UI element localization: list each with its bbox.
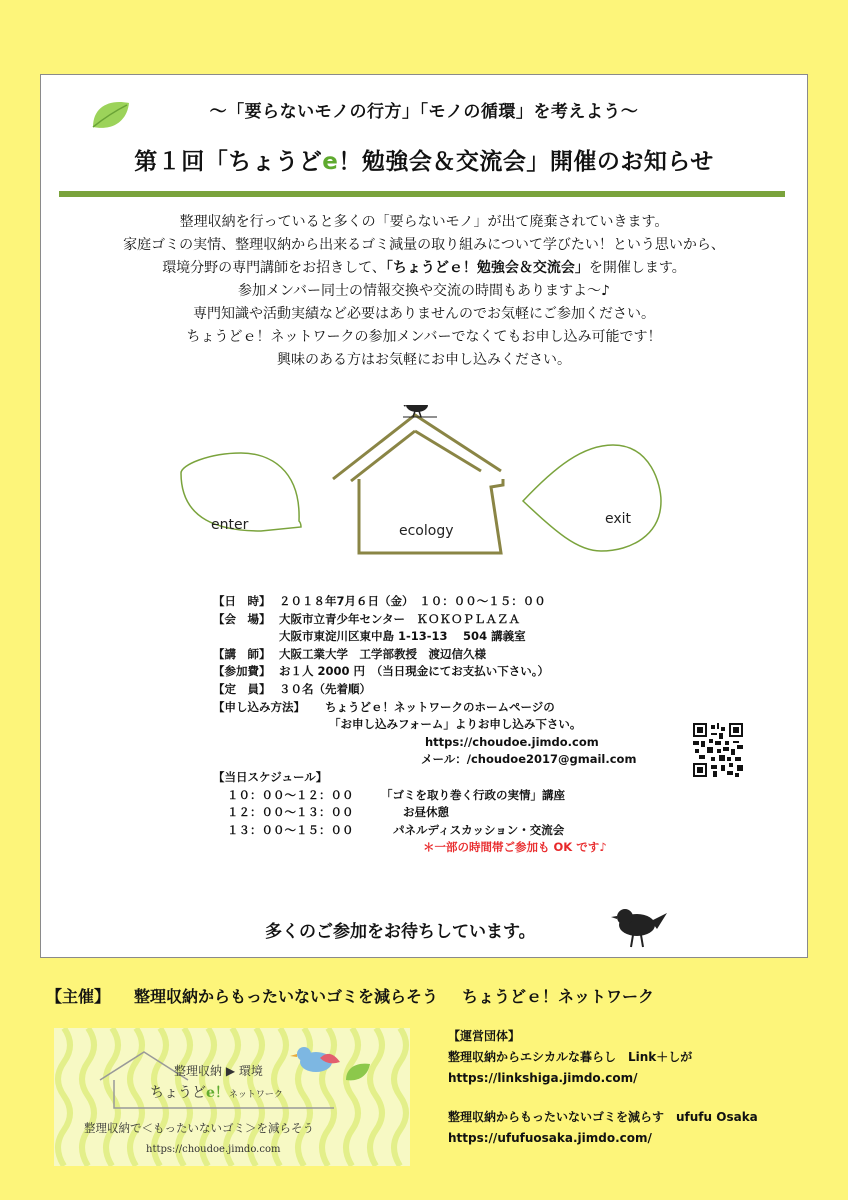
house-diagram	[161, 405, 681, 565]
bird-icon	[611, 903, 667, 949]
email-link[interactable]: メール：/choudoe2017@gmail.com	[421, 752, 637, 767]
org1-link[interactable]: https://linkshiga.jimdo.com/	[448, 1071, 638, 1085]
note: ＊一部の時間帯ご参加も OK です♪	[423, 840, 607, 855]
intro-text: 整理収納を行っていると多くの「要らないモノ」が出て廃棄されていきます。 家庭ゴミの実情、整理収納から出来るゴミ減量の取り組みについて学びたい！という思いから、 環境分野の専門講師をお招きして、「ちょうどｅ！勉強会＆交流会」を開催します。 参加メンバー同士の情報交換や交流の時間もありますよ〜♪ 専門知識や活動実績など必要はありませんのでお気軽にご参加ください。 ちょうどｅ！ネットワークの参加メンバーでなくてもお申し込み可能です！ 興味のある方はお気軽にお申し込みください。	[123, 214, 725, 368]
house-body	[359, 479, 503, 553]
network-banner[interactable]: 整理収納 ▶ 環境 ちょうどe！ネットワーク 整理収納で＜もったいないゴミ＞を減らそう https://choudoe.jimdo.com	[54, 1028, 410, 1166]
host-line: 【主催】 整理収納からもったいないゴミを減らそう ちょうどｅ！ネットワーク	[46, 987, 655, 1006]
subtitle: 〜「要らないモノの行方」「モノの循環」を考えよう〜	[209, 102, 639, 122]
qr-code-icon[interactable]	[693, 723, 743, 777]
flyer-card	[40, 74, 808, 958]
operators: 【運営団体】 整理収納からエシカルな暮らし Link＋しが https://linkshiga.jimdo.com/ 整理収納からもったいないゴミを減らす ufufu Osaka https://ufufuosaka.jimdo.com/	[448, 1026, 758, 1149]
event-details: 【日 時】 ２０１８年7月６日（金） １０：００〜１５：００ 【会 場】 大阪市立青少年センター ＫＯＫＯＰＬＡＺＡ 大阪市東淀川区東中島 1-13-13 504 講義室 【講 師】 大阪工業大学 工学部教授 渡辺信久様 【参加費】 お１人 2000 円 （当日現金にてお支払い下さい。） 【定 員】 ３０名（先着順） 【申し込み方法】 ちょうどｅ！ネットワークのホームページの 「お申し込みフォーム」よりお申し込み下さい。 https://choudoe.jimdo.com メール：/choudoe2017@gmail.com 【当日スケジュール】 １０：００〜１２：００ 「ゴミを取り巻く行政の実情」講座 １２：００〜１３：００ お昼休憩 １３：００〜１５：００ パネルディスカッション・交流会 ＊一部の時間帯ご参加も OK です♪	[213, 593, 693, 857]
page-title: 第１回「ちょうどe！勉強会＆交流会」開催のお知らせ	[134, 149, 714, 175]
exit-label: exit	[605, 511, 632, 527]
org2-link[interactable]: https://ufufuosaka.jimdo.com/	[448, 1131, 652, 1145]
divider	[59, 191, 785, 197]
ecology-label: ecology	[399, 523, 454, 539]
closing-message: 多くのご参加をお待ちしています。	[265, 922, 536, 942]
enter-label: enter	[211, 517, 249, 533]
website-link[interactable]: https://choudoe.jimdo.com	[425, 734, 599, 749]
exit-drop	[523, 445, 661, 551]
